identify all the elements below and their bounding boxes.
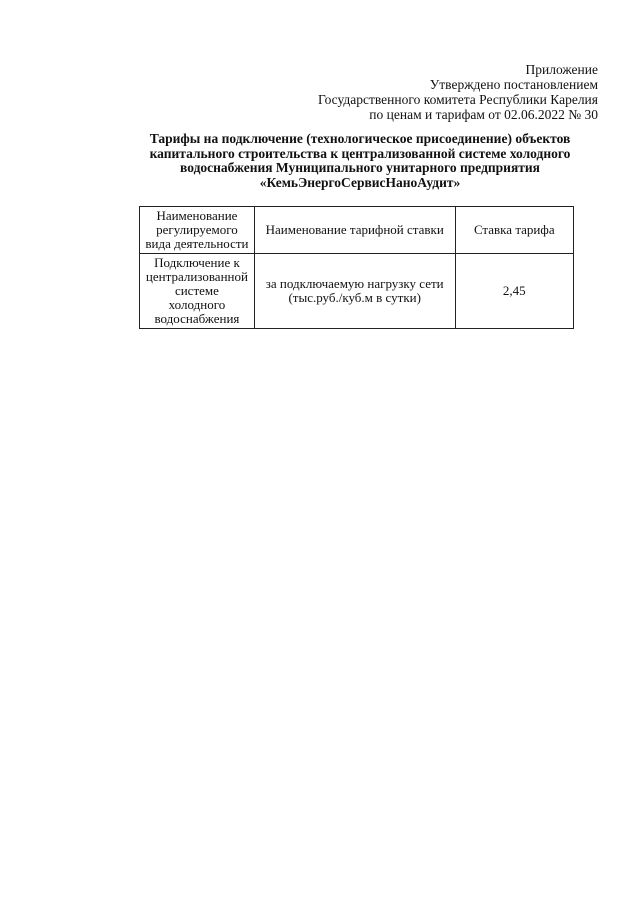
header-activity-line: вида деятельности bbox=[145, 236, 249, 251]
cell-rate-name-line: (тыс.руб./куб.м в сутки) bbox=[288, 290, 421, 305]
cell-rate-name bbox=[254, 254, 455, 329]
header-line-committee: Государственного комитета Республики Карелия bbox=[317, 92, 598, 107]
table-header-row bbox=[140, 207, 574, 254]
title-line-1: Тарифы на подключение (технологическое присоединение) объектов bbox=[149, 131, 571, 146]
header-line-date-number: по ценам и тарифам от 02.06.2022 № 30 bbox=[369, 107, 598, 122]
cell-rate-name-line: за подключаемую нагрузку сети bbox=[265, 276, 444, 291]
table-row bbox=[140, 254, 574, 329]
header-activity bbox=[140, 207, 255, 254]
header-rate-name: Наименование тарифной ставки bbox=[254, 207, 455, 254]
header-activity-line: Наименование bbox=[156, 208, 238, 223]
title-line-2: капитального строительства к централизованной системе холодного bbox=[149, 145, 571, 161]
cell-activity-line: водоснабжения bbox=[154, 311, 240, 326]
cell-activity-line: Подключение к bbox=[154, 255, 240, 270]
header-rate: Ставка тарифа bbox=[455, 207, 573, 254]
title-line-4: «КемьЭнергоСервисНаноАудит» bbox=[259, 174, 461, 190]
approval-header bbox=[318, 62, 598, 122]
cell-activity bbox=[140, 254, 255, 329]
cell-rate-value: 2,45 bbox=[455, 254, 573, 329]
tariff-table bbox=[139, 206, 574, 329]
cell-activity-line: холодного bbox=[168, 297, 226, 312]
title-line-3: водоснабжения Муниципального унитарного предприятия bbox=[180, 160, 540, 175]
document-title bbox=[140, 132, 580, 190]
header-activity-line: регулируемого bbox=[156, 222, 238, 237]
cell-activity-line: системе bbox=[174, 283, 219, 298]
cell-activity-line: централизованной bbox=[145, 269, 248, 284]
header-line-approved: Утверждено постановлением bbox=[429, 77, 598, 92]
header-line-appendix: Приложение bbox=[525, 62, 598, 77]
